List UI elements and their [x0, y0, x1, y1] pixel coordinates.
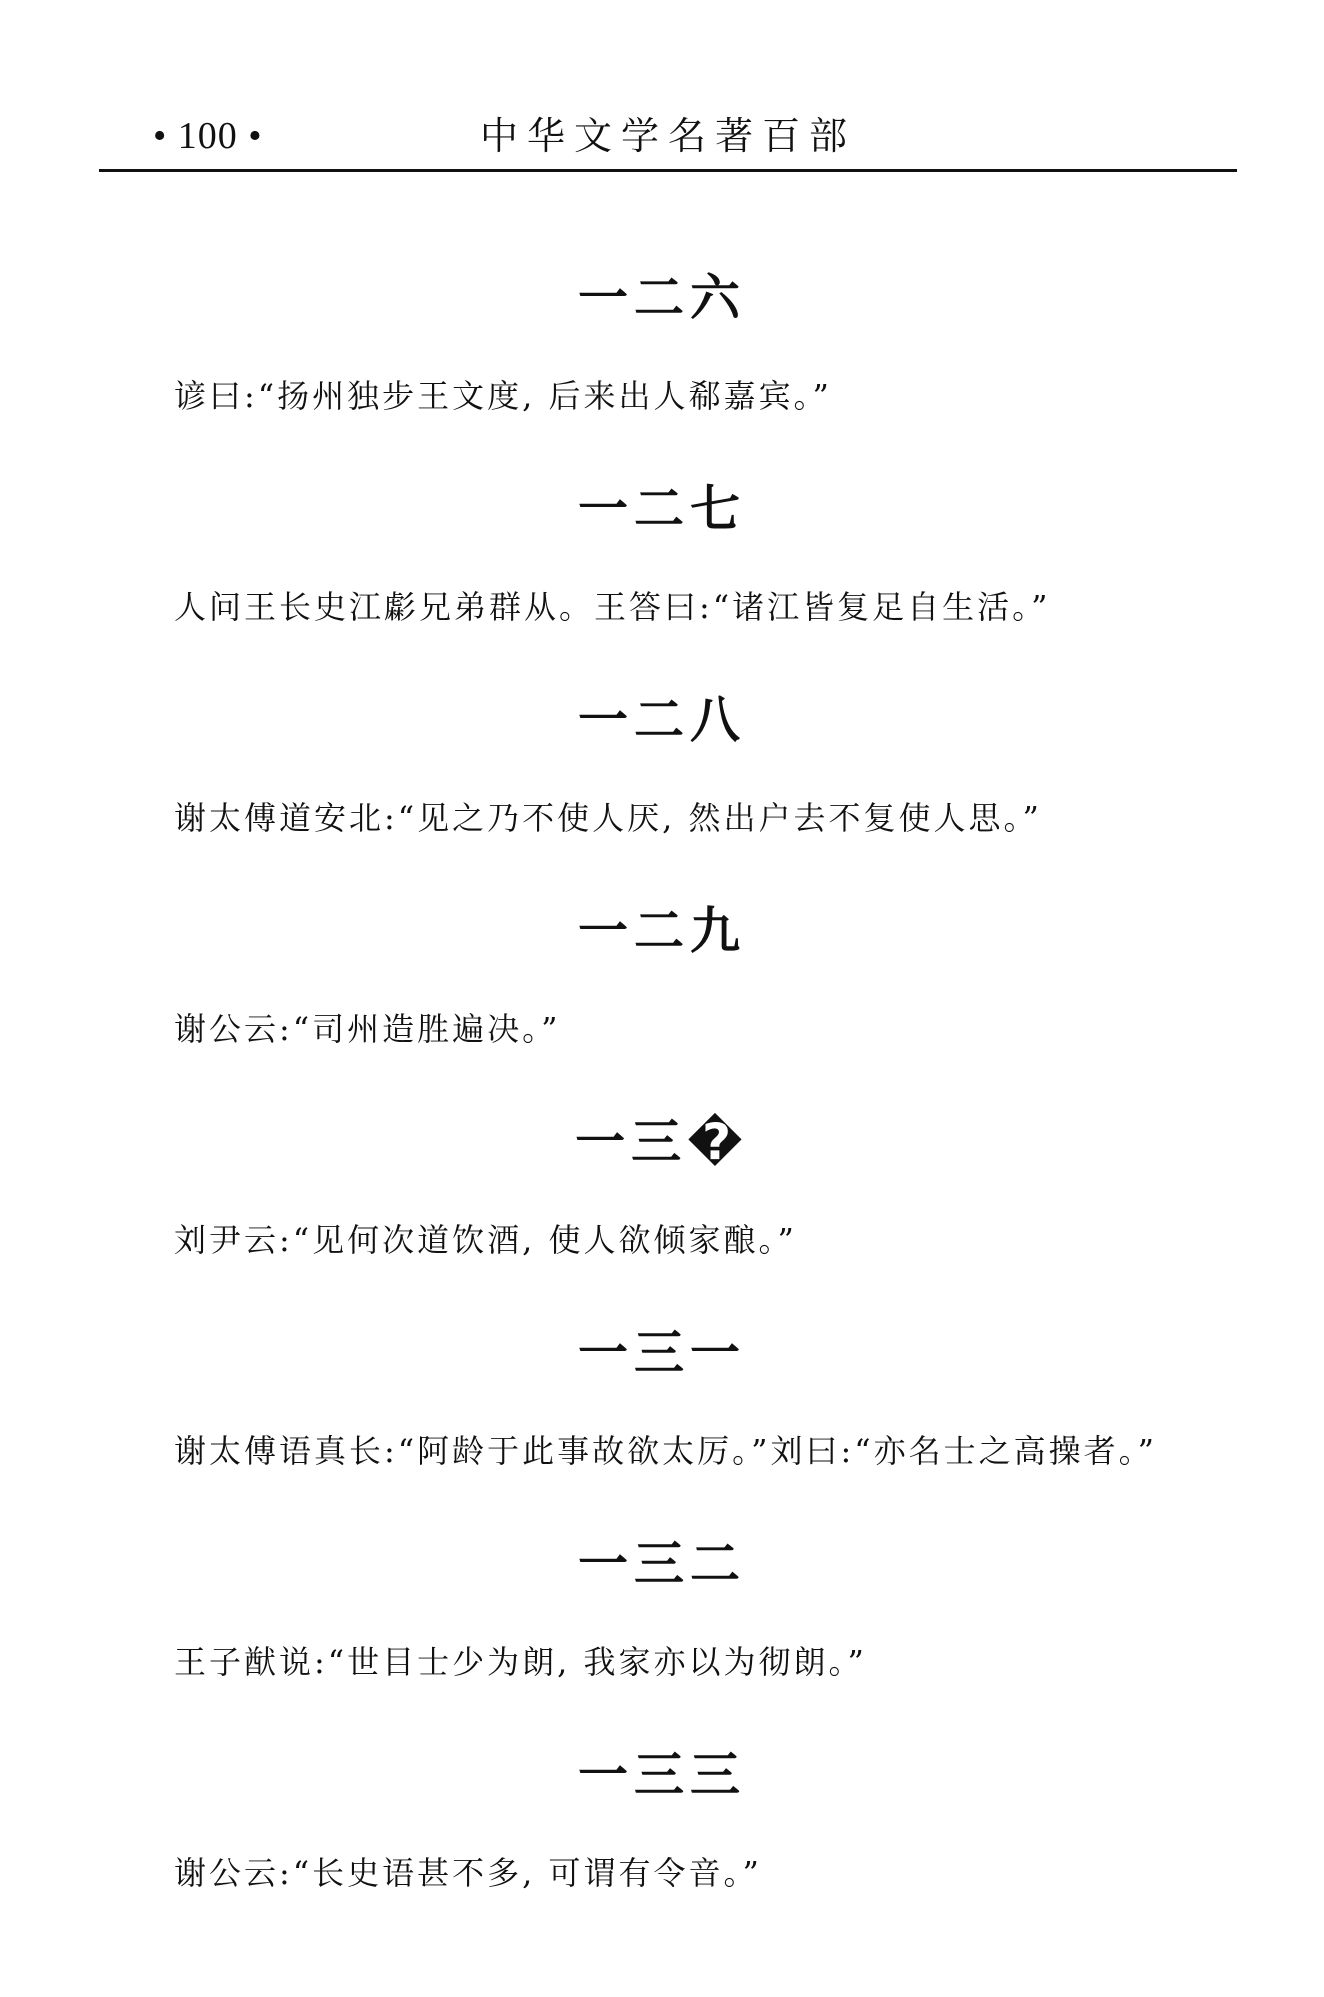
entry-number: 一三�	[575, 1113, 749, 1171]
entry-number: 一二七	[578, 480, 746, 538]
entry-list	[0, 265, 1324, 1953]
entry-text: 人问王长史江虨兄弟群从。王答曰:“诸江皆复足自生活。”	[174, 588, 1051, 626]
entry-number: 一三二	[578, 1535, 746, 1593]
entry-132	[0, 1531, 1324, 1742]
entry-129	[0, 898, 1324, 1109]
entry-text: 谢太傅道安北:“见之乃不使人厌, 然出户去不复使人思。”	[174, 799, 1042, 837]
entry-text: 谢公云:“司州造胜遍决。”	[174, 1010, 561, 1048]
page-number: • 100 •	[153, 115, 263, 157]
entry-text: 王子猷说:“世目士少为朗, 我家亦以为彻朗。”	[174, 1643, 867, 1681]
entry-text: 谢太傅语真长:“阿龄于此事故欲太厉。”刘曰:“亦名士之高操者。”	[174, 1432, 1158, 1470]
book-title: 中华文学名著百部	[479, 114, 856, 158]
header-rule	[99, 169, 1237, 172]
entry-text: 谢公云:“长史语甚不多, 可谓有令音。”	[174, 1854, 762, 1892]
entry-127	[0, 476, 1324, 687]
running-header	[99, 108, 1237, 168]
entry-126	[0, 265, 1324, 476]
entry-text: 刘尹云:“见何次道饮酒, 使人欲倾家酿。”	[174, 1221, 797, 1259]
entry-number: 一二六	[578, 269, 746, 327]
entry-number: 一二九	[578, 902, 746, 960]
entry-130	[0, 1109, 1324, 1320]
entry-number: 一二八	[578, 691, 746, 749]
entry-133	[0, 1742, 1324, 1953]
entry-text: 谚曰:“扬州独步王文度, 后来出人郗嘉宾。”	[174, 377, 832, 415]
entry-number: 一三一	[578, 1324, 746, 1382]
entry-131	[0, 1320, 1324, 1531]
entry-128	[0, 687, 1324, 898]
entry-number: 一三三	[578, 1746, 746, 1804]
